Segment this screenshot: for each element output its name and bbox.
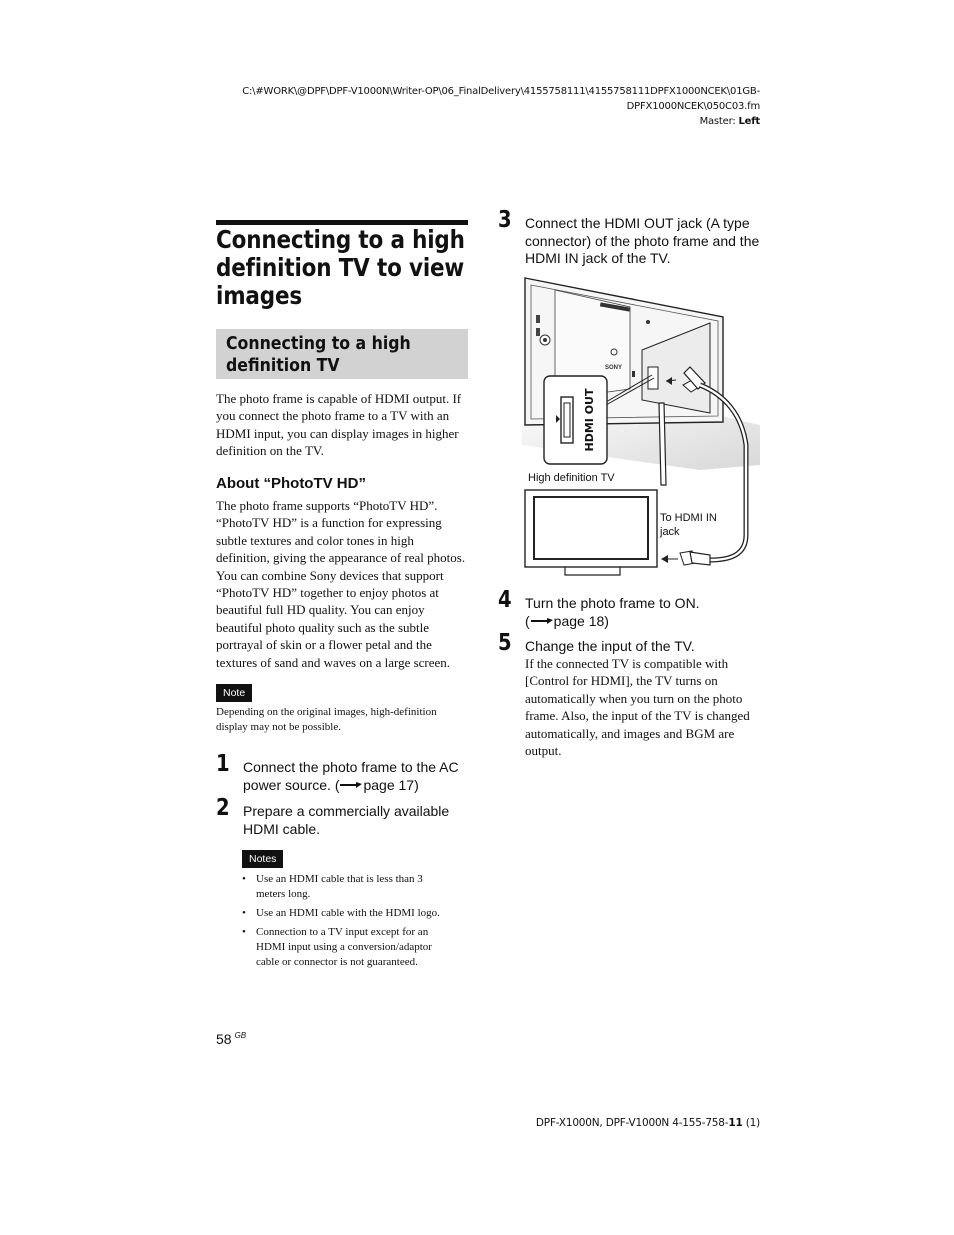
note-tag: Note: [216, 684, 252, 702]
step-5-detail: If the connected TV is compatible with [Control for HDMI], the TV turns on automatically when you turn on the photo frame. Also, the input of the TV is changed automatically, and images and BGM are output.: [525, 656, 750, 759]
page-reference-arrow-icon: [531, 615, 553, 625]
step-2-text: Prepare a commercially available HDMI cable.: [243, 803, 450, 837]
step-3-text: Connect the HDMI OUT jack (A type connector) of the photo frame and the HDMI IN jack of the TV.: [525, 215, 760, 266]
hdmi-connection-illustration: [520, 275, 760, 580]
step-5-text: Change the input of the TV.: [525, 638, 695, 654]
note-text: Depending on the original images, high-definition display may not be possible.: [216, 706, 437, 733]
notes-list-item: • Use an HDMI cable that is less than 3 meters long.: [242, 872, 452, 902]
hdmi-in-caption-line-1: To HDMI IN: [660, 512, 717, 524]
file-path-line-1: C:\#WORK\@DPF\DPF-V1000N\Writer-OP\06_FinalDelivery\4155758111\4155758111DPFX1000NCEK\01GB-: [242, 86, 760, 97]
step-number-5: 5: [498, 630, 512, 656]
about-phototv-paragraph: The photo frame supports “PhotoTV HD”. “PhotoTV HD” is a function for expressing subtle textures and color tones in high definition, giving the appearance of real photos. You can combine Sony devices that support “PhotoTV HD” together to enjoy photos at beautiful full HD quality. You can enjoy beautiful photo quality such as the subtle portrayal of skin or a flower petal and the textures of sand and waves on a large screen.: [216, 498, 466, 670]
section-subtitle: Connecting to a high definition TV: [226, 334, 411, 376]
step-number-1: 1: [216, 751, 230, 777]
step-number-3: 3: [498, 207, 512, 233]
svg-text:HDMI OUT: HDMI OUT: [583, 388, 596, 452]
hdmi-in-caption-line-2: jack: [660, 526, 680, 538]
footer-model-info: DPF-X1000N, DPF-V1000N 4-155-758-11 (1): [535, 1117, 760, 1129]
tv-hdmi-plug-icon: [661, 551, 710, 565]
notes-list: [242, 872, 452, 974]
intro-paragraph: The photo frame is capable of HDMI output. If you connect the photo frame to a TV with an HDMI input, you can display images in higher definition on the TV.: [216, 391, 462, 459]
page-reference-arrow-icon: [340, 779, 362, 789]
step-number-2: 2: [216, 795, 230, 821]
master-page-label: Master: Left: [699, 116, 760, 127]
hdmi-out-port-callout: [544, 376, 607, 464]
page-title: Connecting to a high definition TV to view images: [216, 225, 465, 310]
notes-list-item: • Connection to a TV input except for an HDMI input using a conversion/adaptor cable or connector is not guaranteed.: [242, 925, 452, 970]
page-number: 58 $^{GB}$: [216, 1031, 247, 1047]
svg-text:SONY: SONY: [605, 365, 623, 371]
file-path-line-2: DPFX1000NCEK\050C03.fm: [626, 101, 760, 112]
high-definition-tv-icon: [525, 490, 657, 575]
about-phototv-heading: About “PhotoTV HD”: [216, 475, 366, 492]
file-path-header: [240, 84, 760, 129]
notes-tag: Notes: [242, 850, 283, 868]
step-1-text: Connect the photo frame to the AC power source. ( page 17): [243, 759, 459, 793]
step-number-4: 4: [498, 587, 512, 613]
step-4-text: Turn the photo frame to ON. ( page 18): [525, 595, 700, 629]
notes-list-item: • Use an HDMI cable with the HDMI logo.: [242, 906, 452, 921]
tv-caption: High definition TV: [528, 472, 615, 484]
